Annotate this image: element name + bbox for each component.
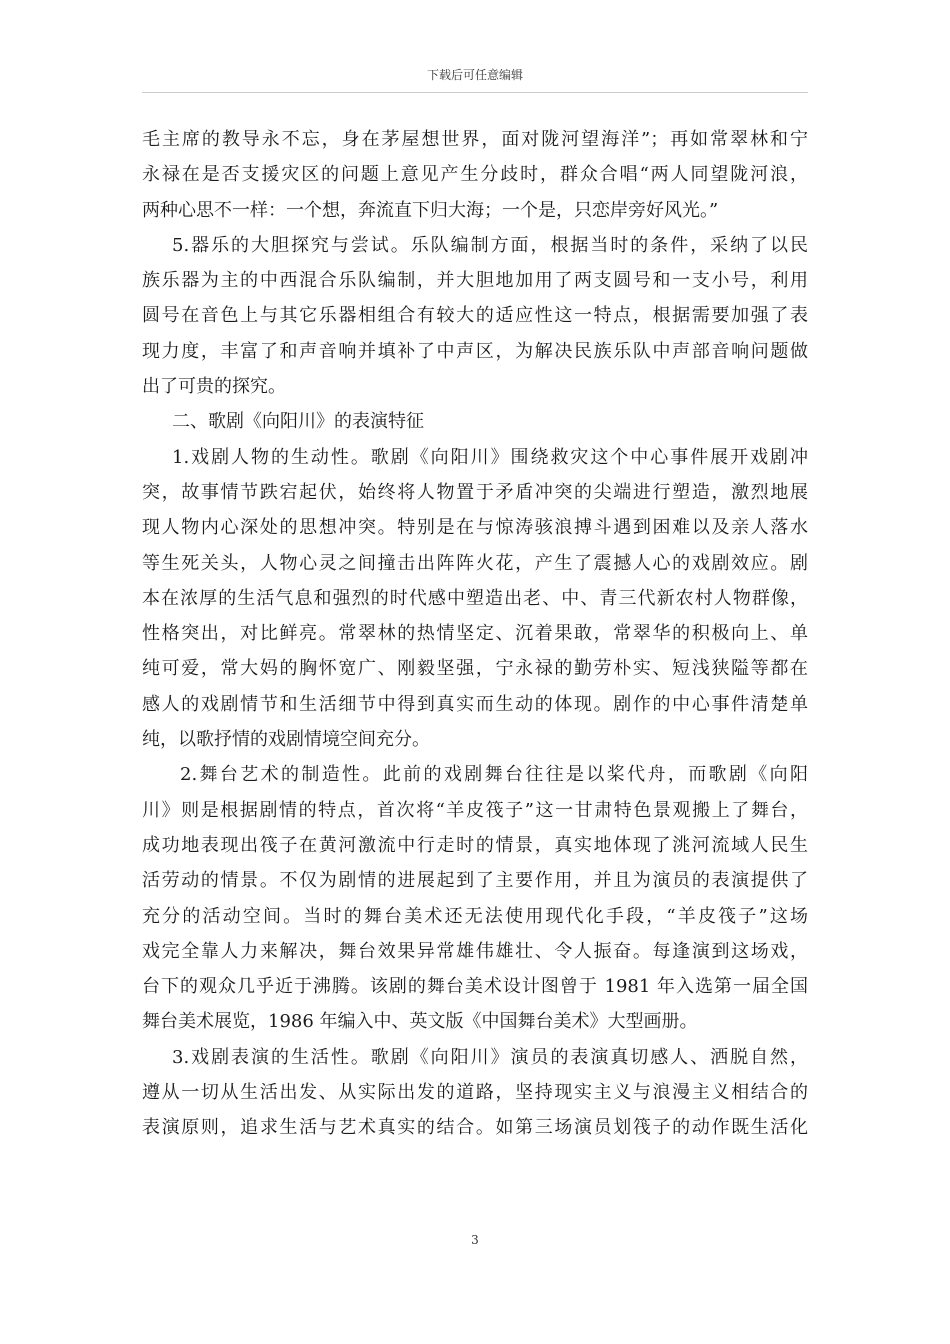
text-line: 现人物内心深处的思想冲突。特别是在与惊涛骇浪搏斗遇到困难以及亲人落水 bbox=[142, 517, 808, 539]
text-line: 纯，以歌抒情的戏剧情境空间充分。 bbox=[142, 729, 430, 751]
text-line: 纯可爱，常大妈的胸怀宽广、刚毅坚强，宁永禄的勤劳朴实、短浅狭隘等都在 bbox=[142, 658, 808, 680]
text-line: 出了可贵的探究。 bbox=[142, 376, 286, 398]
text-line: 突，故事情节跌宕起伏，始终将人物置于矛盾冲突的尖端进行塑造，激烈地展 bbox=[142, 481, 808, 503]
text-line: 圆号在音色上与其它乐器相组合有较大的适应性这一特点，根据需要加强了表 bbox=[142, 305, 808, 327]
page-number: 3 bbox=[471, 1233, 479, 1247]
text-line: 毛主席的教导永不忘，身在茅屋想世界，面对陇河望海洋”；再如常翠林和宁 bbox=[142, 129, 808, 150]
text-line: 本在浓厚的生活气息和强烈的时代感中塑造出老、中、青三代新农村人物群像， bbox=[142, 587, 808, 609]
text-line: 感人的戏剧情节和生活细节中得到真实而生动的体现。剧作的中心事件清楚单 bbox=[142, 693, 808, 715]
text-line: 两种心思不一样：一个想，奔流直下归大海；一个是，只恋岸旁好风光。” bbox=[142, 199, 719, 221]
text-line: 二、歌剧《向阳川》的表演特征 bbox=[172, 411, 424, 433]
text-line: 遵从一切从生活出发、从实际出发的道路，坚持现实主义与浪漫主义相结合的 bbox=[142, 1082, 808, 1104]
text-line: 舞台美术展览，1986 年编入中、英文版《中国舞台美术》大型画册。 bbox=[142, 1011, 698, 1033]
page-header: 下载后可任意编辑 bbox=[426, 68, 523, 82]
document-body bbox=[142, 122, 808, 1146]
text-line: 3.戏剧表演的生活性。歌剧《向阳川》演员的表演真切感人、洒脱自然， bbox=[172, 1046, 808, 1068]
text-line: 性格突出，对比鲜亮。常翠林的热情坚定、沉着果敢，常翠华的积极向上、单 bbox=[142, 623, 808, 645]
text-line: 永禄在是否支援灾区的问题上意见产生分歧时，群众合唱“两人同望陇河浪， bbox=[142, 164, 808, 186]
text-line: 台下的观众几乎近于沸腾。该剧的舞台美术设计图曾于 1981 年入选第一届全国 bbox=[142, 976, 808, 998]
text-line: 充分的活动空间。当时的舞台美术还无法使用现代化手段，“羊皮筏子”这场 bbox=[142, 905, 808, 927]
text-line: 族乐器为主的中西混合乐队编制，并大胆地加用了两支圆号和一支小号，利用 bbox=[142, 270, 808, 292]
text-line: 川》则是根据剧情的特点，首次将“羊皮筏子”这一甘肃特色景观搬上了舞台， bbox=[142, 799, 808, 821]
text-line: 戏完全靠人力来解决，舞台效果异常雄伟雄壮、令人振奋。每逢演到这场戏， bbox=[142, 940, 808, 962]
text-line: 现力度，丰富了和声音响并填补了中声区，为解决民族乐队中声部音响问题做 bbox=[142, 340, 808, 362]
text-line: 2.舞台艺术的制造性。此前的戏剧舞台往往是以桨代舟，而歌剧《向阳 bbox=[180, 764, 808, 786]
header-rule bbox=[142, 92, 808, 93]
text-line: 5.器乐的大胆探究与尝试。乐队编制方面，根据当时的条件，采纳了以民 bbox=[172, 234, 808, 256]
text-line: 等生死关头，人物心灵之间撞击出阵阵火花，产生了震撼人心的戏剧效应。剧 bbox=[142, 552, 808, 574]
text-line: 成功地表现出筏子在黄河激流中行走时的情景，真实地体现了洮河流域人民生 bbox=[142, 834, 808, 856]
text-line: 表演原则，追求生活与艺术真实的结合。如第三场演员划筏子的动作既生活化 bbox=[142, 1117, 808, 1139]
text-line: 1.戏剧人物的生动性。歌剧《向阳川》围绕救灾这个中心事件展开戏剧冲 bbox=[172, 446, 808, 468]
text-line: 活劳动的情景。不仅为剧情的进展起到了主要作用，并且为演员的表演提供了 bbox=[142, 870, 808, 892]
